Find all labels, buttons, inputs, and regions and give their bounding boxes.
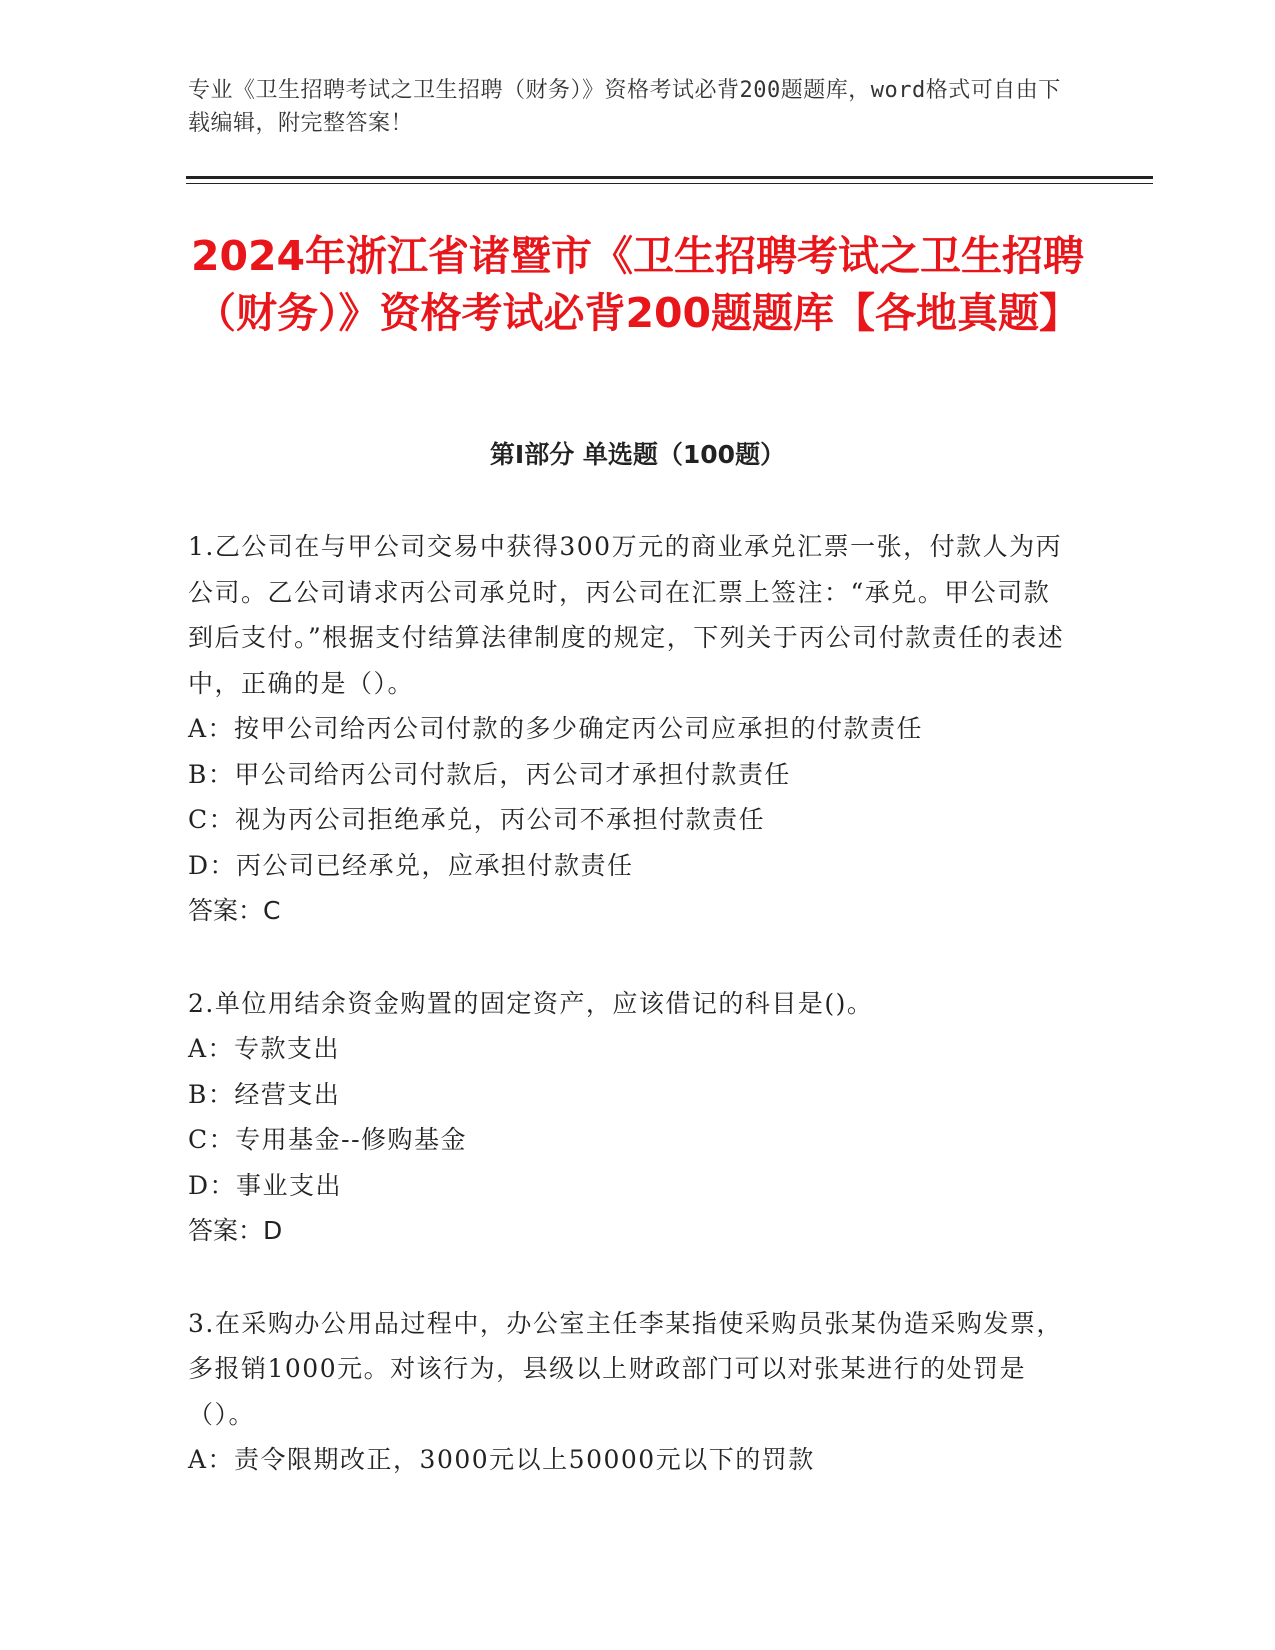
option-d: D：丙公司已经承兑，应承担付款责任 — [188, 850, 634, 880]
question-stem: 1.乙公司在与甲公司交易中获得300万元的商业承兑汇票一张，付款人为丙公司。乙公司请求丙公司承兑时，丙公司在汇票上签注：“承兑。甲公司款到后支付。”根据支付结算法律制度的规定，下列关于丙公司付款责任的表述中，正确的是（）。 — [188, 532, 1065, 698]
option-a: A：责令限期改正，3000元以上50000元以下的罚款 — [188, 1445, 815, 1474]
answer-line: 答案：D — [188, 1216, 283, 1245]
question-1 — [188, 524, 1068, 934]
option-a: A：按甲公司给丙公司付款的多少确定丙公司应承担的付款责任 — [188, 714, 924, 743]
option-c: C：专用基金--修购基金 — [188, 1125, 468, 1154]
question-list — [188, 524, 1068, 1530]
option-b: B：甲公司给丙公司付款后，丙公司才承担付款责任 — [188, 759, 791, 789]
option-b: B：经营支出 — [188, 1079, 341, 1109]
option-c: C：视为丙公司拒绝承兑，丙公司不承担付款责任 — [188, 805, 766, 834]
option-d: D：事业支出 — [188, 1170, 343, 1200]
question-2 — [188, 981, 1068, 1254]
header-note: 专业《卫生招聘考试之卫生招聘（财务）》资格考试必背200题题库，word格式可自由下载编辑，附完整答案！ — [188, 78, 1061, 136]
question-stem: 2.单位用结余资金购置的固定资产，应该借记的科目是()。 — [188, 988, 874, 1018]
section-heading: 第Ⅰ部分 单选题（100题） — [489, 440, 786, 469]
question-3 — [188, 1301, 1068, 1483]
header-divider-thick — [186, 176, 1153, 179]
answer-line: 答案：C — [188, 896, 281, 925]
header-divider-thin — [186, 183, 1153, 184]
option-a: A：专款支出 — [188, 1034, 341, 1063]
document-title: 2024年浙江省诸暨市《卫生招聘考试之卫生招聘（财务）》资格考试必背200题题库【各地真题】 — [190, 232, 1085, 337]
question-stem: 3.在采购办公用品过程中，办公室主任李某指使采购员张某伪造采购发票，多报销1000元。对该行为，县级以上财政部门可以对张某进行的处罚是（）。 — [188, 1308, 1063, 1429]
